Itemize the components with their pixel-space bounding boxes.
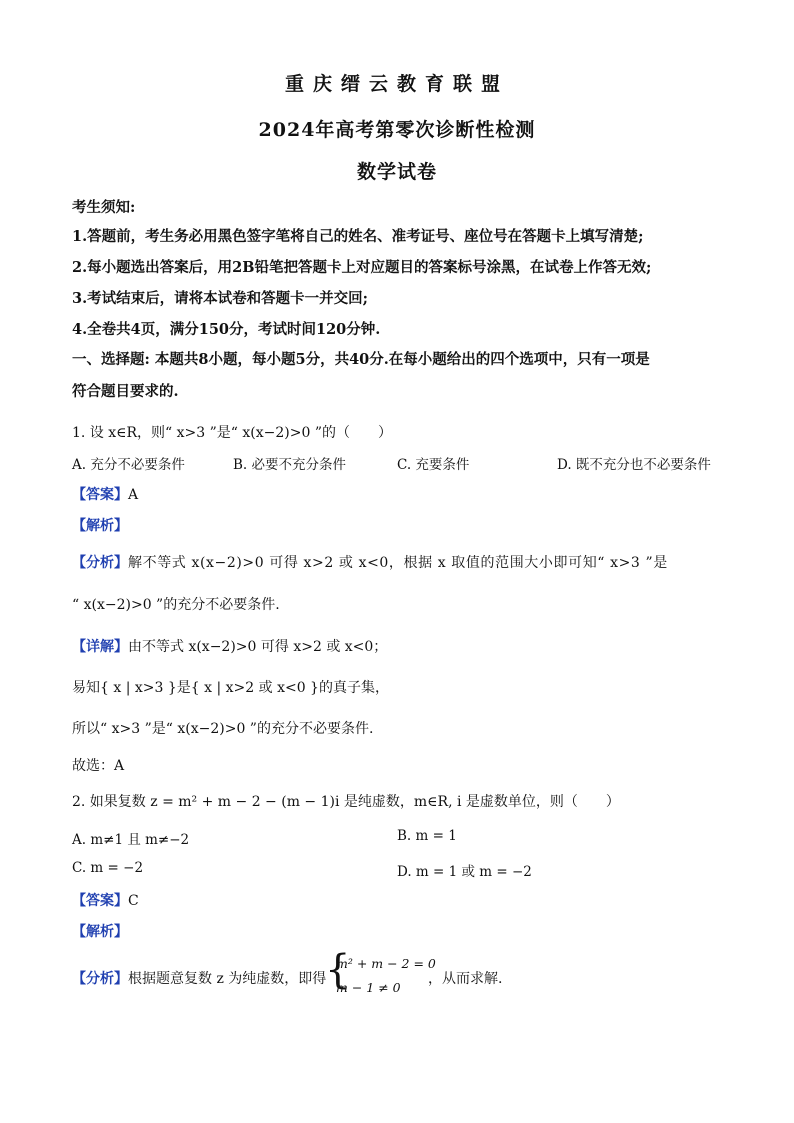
q1-answer-row xyxy=(72,484,138,504)
subject-title: 数学试卷 xyxy=(356,161,437,183)
org-title: 重庆缙云教育联盟 xyxy=(284,73,509,95)
q1-option-b: B. 必要不充分条件 xyxy=(233,457,347,473)
q2-fenxi-tag: 【分析】 xyxy=(72,971,128,987)
q2-fenxi-suffix: ，从而求解. xyxy=(428,971,503,987)
q2-system-eq2: m − 1 ≠ 0 xyxy=(336,980,401,995)
q2-option-a: A. m≠1 且 m≠−2 xyxy=(72,832,190,848)
q2-stem: 2. 如果复数 z = m² + m − 2 − (m − 1)i 是纯虚数，m∈R, i 是虚数单位，则（ ） xyxy=(72,794,620,810)
q2-option-b: B. m = 1 xyxy=(397,828,457,844)
section-heading-line1: 一、选择题: 本题共8小题，每小题5分，共40分.在每小题给出的四个选项中，只有一项是 xyxy=(72,351,650,368)
q1-detail-line3: 所以“ x>3 ”是“ x(x−2)>0 ”的充分不必要条件. xyxy=(72,721,374,737)
q2-answer-tag: 【答案】 xyxy=(72,893,128,909)
q1-option-d: D. 既不充分也不必要条件 xyxy=(557,457,711,473)
q1-detail-text1: 由不等式 x(x−2)>0 可得 x>2 或 x<0； xyxy=(128,639,388,655)
q1-answer-tag: 【答案】 xyxy=(72,487,128,503)
notice-item-3: 3.考试结束后，请将本试卷和答题卡一并交回; xyxy=(72,290,368,307)
q2-option-d: D. m = 1 或 m = −2 xyxy=(397,864,532,880)
q1-fenxi-text1: 解不等式 x(x−2)>0 可得 x>2 或 x<0，根据 x 取值的范围大小即可知“ x>3 ”是 xyxy=(128,555,668,571)
exam-title: 2024年高考第零次诊断性检测 xyxy=(258,119,536,141)
notice-item-4: 4.全卷共4页，满分150分，考试时间120分钟. xyxy=(72,321,381,338)
q1-option-a: A. 充分不必要条件 xyxy=(72,457,185,473)
q2-answer-row xyxy=(72,890,139,910)
q1-answer: A xyxy=(128,487,139,503)
q1-analysis-tag: 【解析】 xyxy=(72,518,128,534)
q1-detail-line2: 易知{ x | x>3 }是{ x | x>2 或 x<0 }的真子集， xyxy=(72,680,389,696)
q1-detail-tag: 【详解】 xyxy=(72,639,128,655)
q2-fenxi-row xyxy=(72,968,326,988)
q1-fenxi-tag: 【分析】 xyxy=(72,555,128,571)
q1-fenxi-line2: “ x(x−2)>0 ”的充分不必要条件. xyxy=(72,597,280,613)
q1-option-c: C. 充要条件 xyxy=(397,457,470,473)
q2-system-eq1: m² + m − 2 = 0 xyxy=(336,956,436,971)
notice-item-1: 1.答题前，考生务必用黑色签字笔将自己的姓名、准考证号、座位号在答题卡上填写清楚; xyxy=(72,228,644,245)
q2-option-c: C. m = −2 xyxy=(72,860,144,876)
q2-system-brace: { xyxy=(325,947,351,993)
q1-stem: 1. 设 x∈R，则“ x>3 ”是“ x(x−2)>0 ”的（ ） xyxy=(72,425,393,441)
q2-answer: C xyxy=(128,893,139,909)
notice-heading: 考生须知: xyxy=(72,199,136,216)
q1-fenxi-line1 xyxy=(72,552,668,572)
section-heading-line2: 符合题目要求的. xyxy=(72,383,179,400)
q1-choice: 故选：A xyxy=(72,758,125,774)
q2-fenxi-prefix: 根据题意复数 z 为纯虚数，即得 xyxy=(128,971,327,987)
q2-analysis-tag: 【解析】 xyxy=(72,924,128,940)
notice-item-2: 2.每小题选出答案后，用2B铅笔把答题卡上对应题目的答案标号涂黑，在试卷上作答无效; xyxy=(72,259,652,276)
q1-detail-line1 xyxy=(72,636,387,656)
